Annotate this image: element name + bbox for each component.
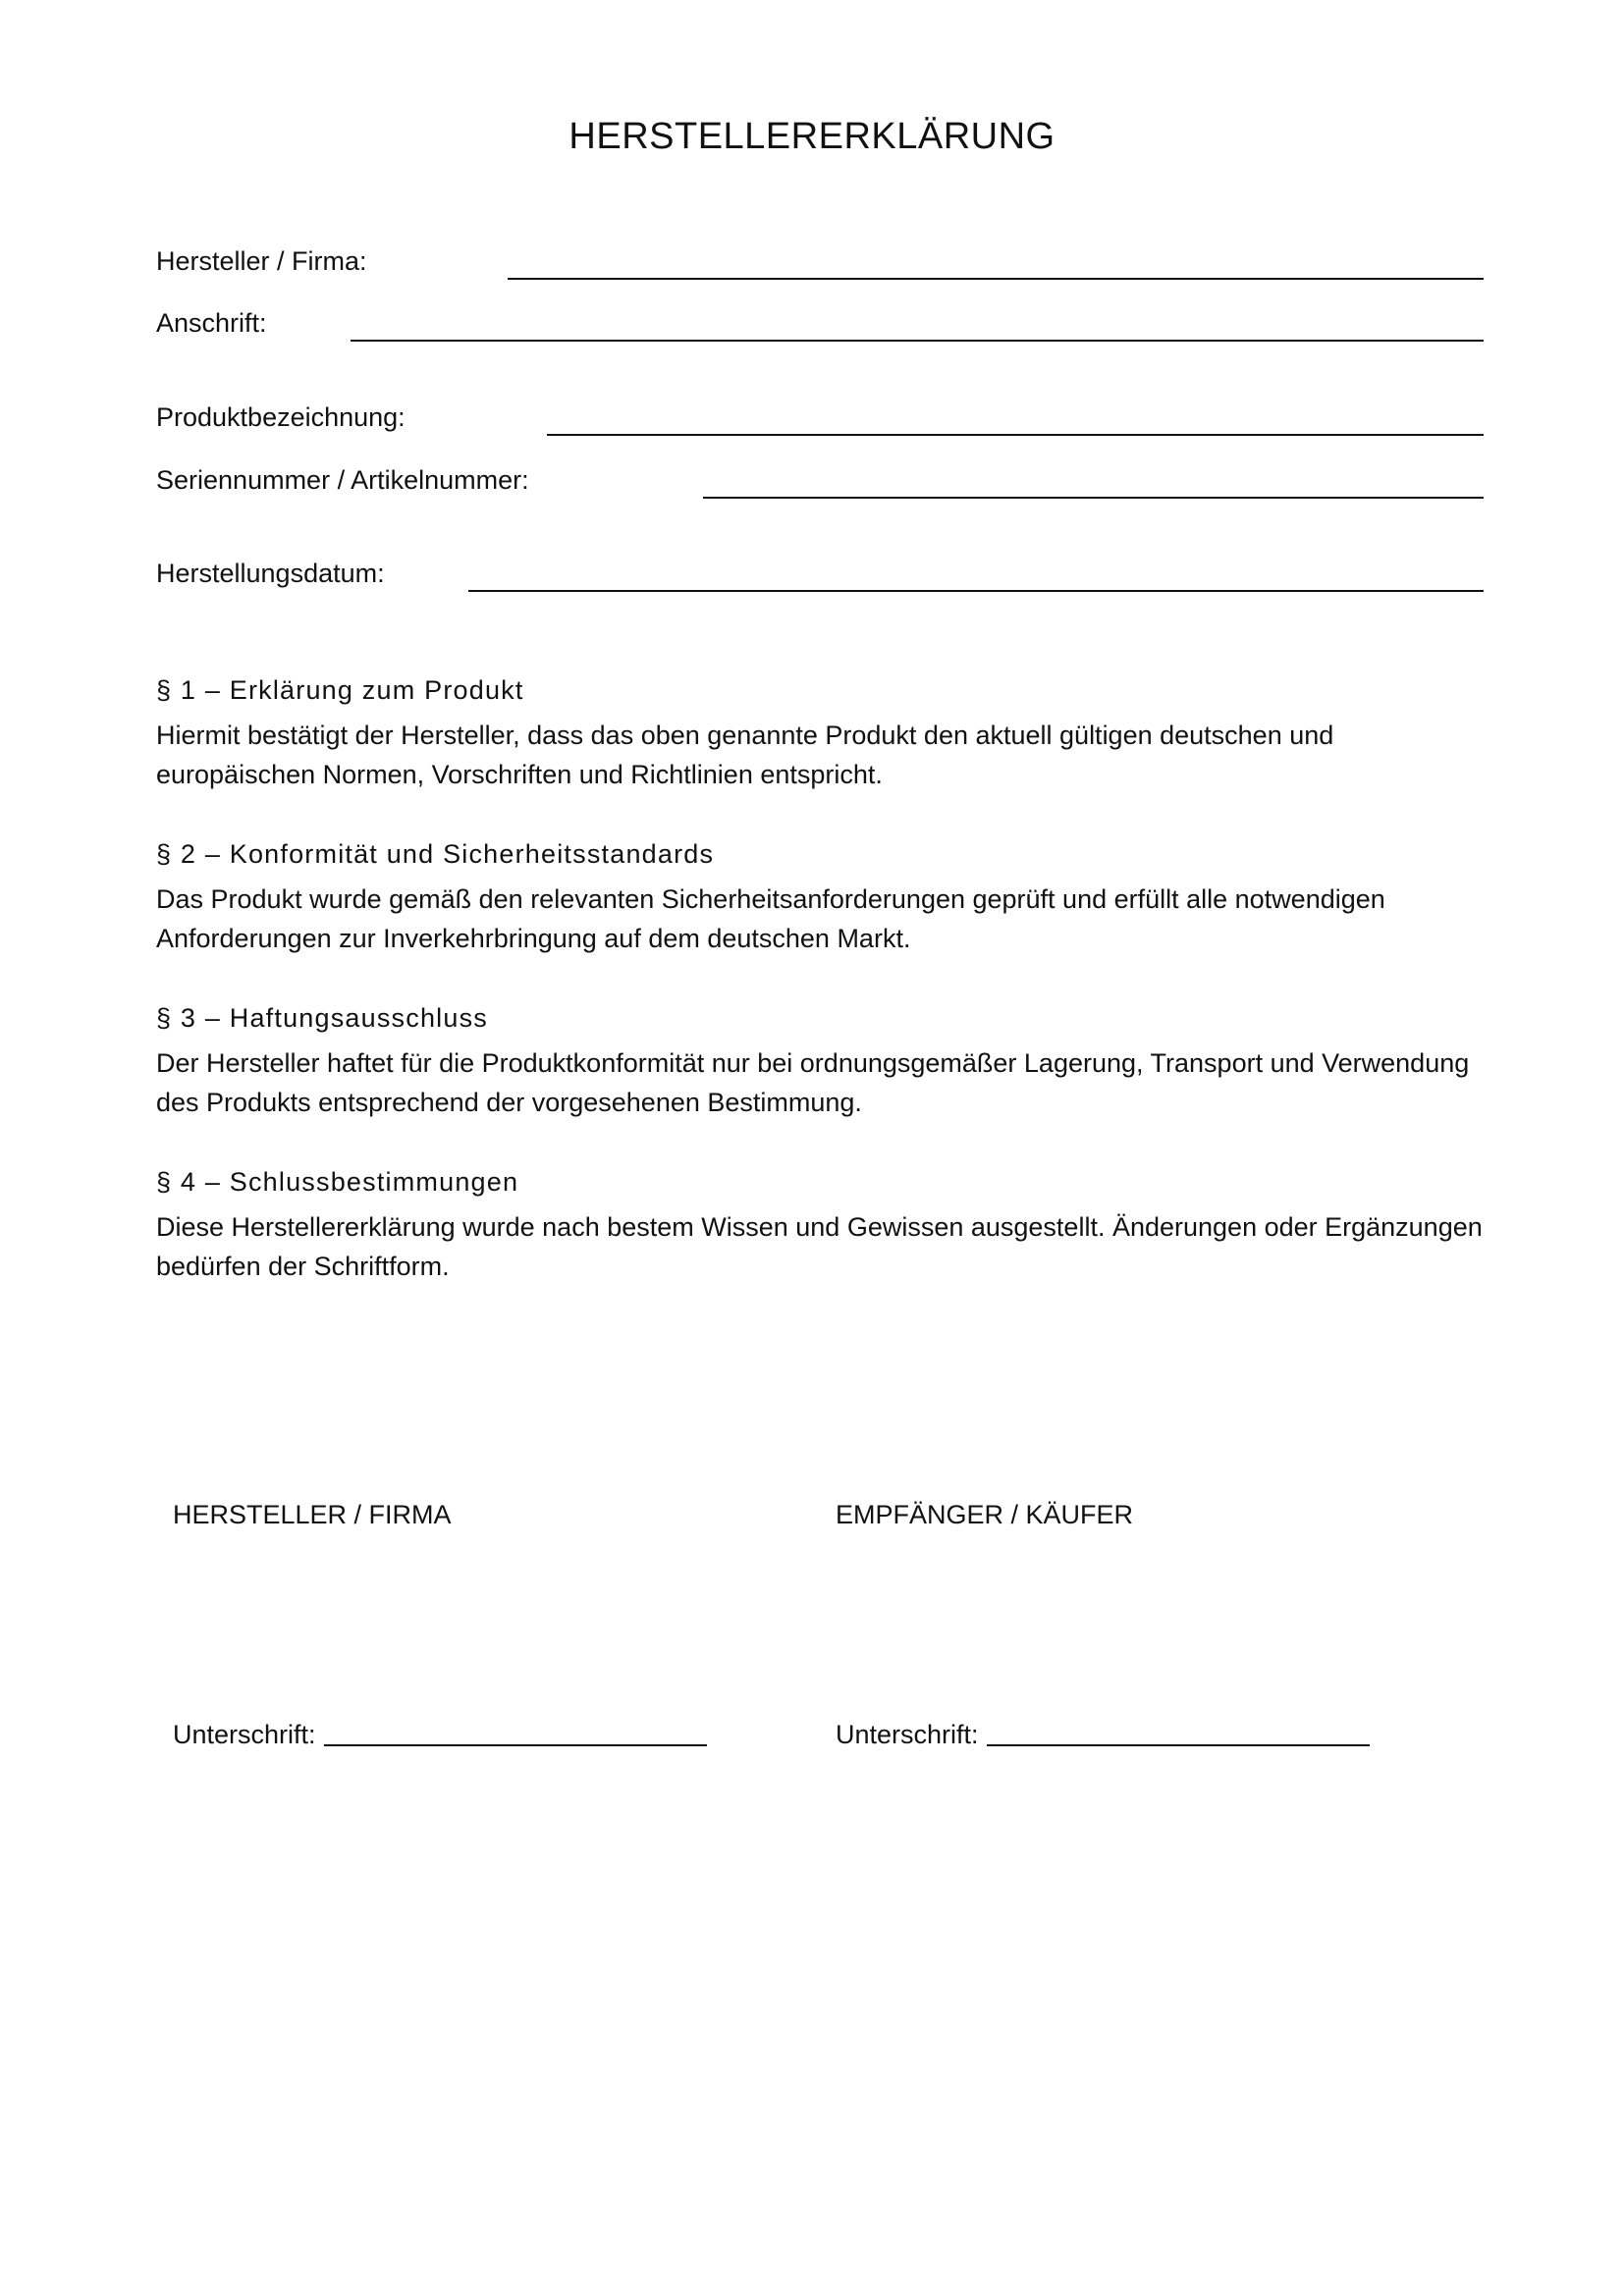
manufacturer-field bbox=[156, 246, 1484, 286]
product-name-line[interactable] bbox=[547, 434, 1484, 436]
recipient-signature-line[interactable] bbox=[987, 1744, 1370, 1746]
manufacturer-label: Hersteller / Firma: bbox=[156, 246, 367, 276]
serial-number-field bbox=[156, 465, 1484, 505]
section-3 bbox=[156, 1003, 1491, 1122]
product-name-field bbox=[156, 402, 1484, 442]
product-name-label: Produktbezeichnung: bbox=[156, 402, 406, 432]
serial-number-line[interactable] bbox=[703, 497, 1484, 499]
section-1 bbox=[156, 675, 1491, 794]
section-heading: § 3 – Haftungsausschluss bbox=[156, 1003, 488, 1033]
recipient-signature-label: Unterschrift: bbox=[836, 1720, 979, 1749]
address-line[interactable] bbox=[351, 340, 1484, 342]
section-body: Hiermit bestätigt der Hersteller, dass das oben genannte Produkt den aktuell gültigen deutschen und europäischen Normen, Vorschriften und Richtlinien entspricht. bbox=[156, 721, 1334, 789]
manufacturer-signature-label: Unterschrift: bbox=[173, 1720, 316, 1749]
address-label: Anschrift: bbox=[156, 308, 267, 338]
document-title: HERSTELLERERKLÄRUNG bbox=[568, 116, 1056, 157]
section-body: Das Produkt wurde gemäß den relevanten Sicherheitsanforderungen geprüft und erfüllt alle notwendigen Anforderungen zur Inverkehrbringung auf dem deutschen Markt. bbox=[156, 884, 1385, 953]
manufacturer-signature-heading: HERSTELLER / FIRMA bbox=[173, 1500, 452, 1529]
section-body: Der Hersteller haftet für die Produktkonformität nur bei ordnungsgemäßer Lagerung, Transport und Verwendung des Produkts entsprechend der vorgesehenen Bestimmung. bbox=[156, 1048, 1470, 1117]
recipient-signature-heading: EMPFÄNGER / KÄUFER bbox=[836, 1500, 1134, 1529]
address-field bbox=[156, 308, 1484, 347]
manufacturing-date-label: Herstellungsdatum: bbox=[156, 559, 385, 588]
manufacturing-date-line[interactable] bbox=[468, 590, 1484, 592]
manufacturing-date-field bbox=[156, 559, 1484, 598]
section-heading: § 2 – Konformität und Sicherheitsstandards bbox=[156, 839, 715, 869]
manufacturer-signature bbox=[173, 1720, 707, 1750]
recipient-signature bbox=[836, 1720, 1370, 1750]
section-heading: § 1 – Erklärung zum Produkt bbox=[156, 675, 524, 705]
manufacturer-line[interactable] bbox=[508, 278, 1484, 280]
section-4 bbox=[156, 1167, 1491, 1286]
section-2 bbox=[156, 839, 1491, 958]
serial-number-label: Seriennummer / Artikelnummer: bbox=[156, 465, 529, 495]
manufacturer-signature-line[interactable] bbox=[324, 1744, 707, 1746]
section-body: Diese Herstellererklärung wurde nach bestem Wissen und Gewissen ausgestellt. Änderungen oder Ergänzungen bedürfen der Schriftform. bbox=[156, 1212, 1483, 1281]
section-heading: § 4 – Schlussbestimmungen bbox=[156, 1167, 519, 1197]
